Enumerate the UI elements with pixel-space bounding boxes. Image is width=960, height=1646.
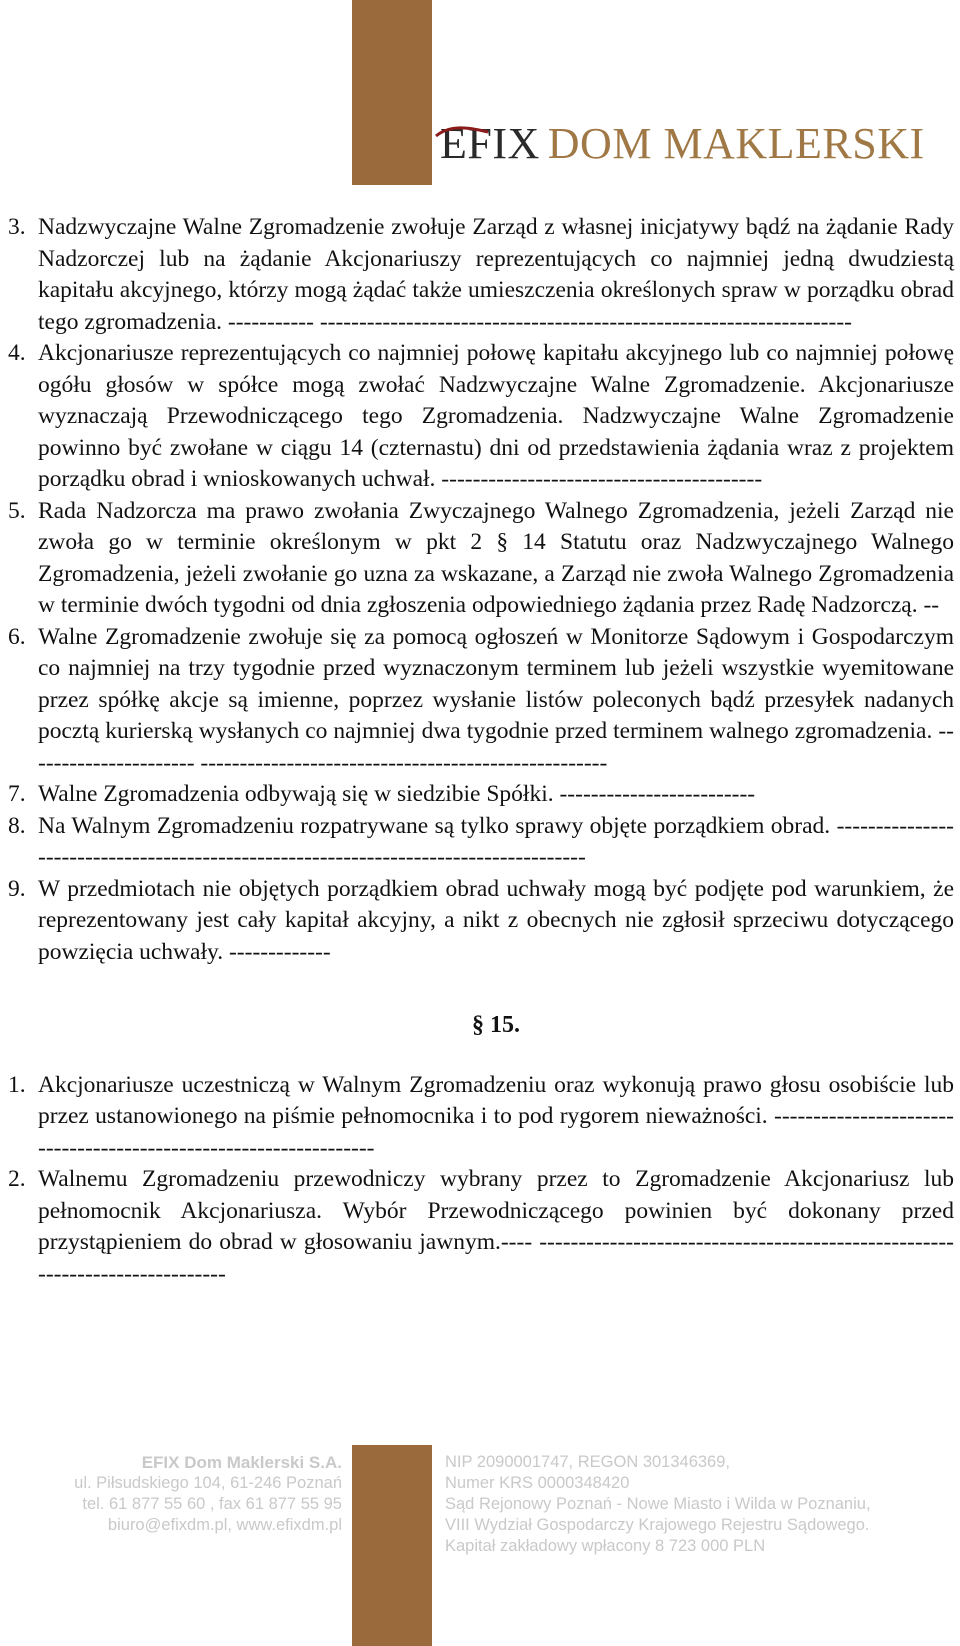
item-text: Na Walnym Zgromadzeniu rozpatrywane są tylko sprawy objęte porządkiem obrad. -------------------------------------------------------------------------------------: [38, 812, 954, 870]
list-item: [8, 1070, 954, 1165]
item-number: 4.: [8, 340, 26, 366]
list-item: [8, 212, 954, 338]
list-item: [8, 874, 954, 969]
item-number: 9.: [8, 875, 26, 902]
logo-efix-text: EFIX: [440, 119, 540, 168]
list-item: [8, 496, 954, 622]
list-item: [8, 1164, 954, 1290]
document-body: [8, 212, 954, 1290]
company-logo: [440, 118, 925, 182]
logo-dom-maklerski: DOM MAKLERSKI: [547, 119, 925, 168]
item-text: Rada Nadzorcza ma prawo zwołania Zwyczajnego Walnego Zgromadzenia, jeżeli Zarząd nie zwoła go w terminie określonym w pkt 2 § 14 Statutu oraz Nadzwyczajnego Walnego Zgromadzenia, jeżeli zwołanie go uzna za wskazane, a Zarząd nie zwoła Walnego Zgromadzenia w terminie dwóch tygodni od dnia zgłoszenia odpowiedniego żądania przez Radę Nadzorczą. --: [38, 497, 954, 618]
list-item: [8, 338, 954, 496]
footer-registry-info: [445, 1452, 871, 1557]
item-number: 3.: [8, 214, 26, 240]
list-section-14: [8, 212, 954, 968]
item-text: Walne Zgromadzenia odbywają się w siedzibie Spółki. -------------------------: [38, 781, 756, 807]
footer-department: VIII Wydział Gospodarczy Krajowego Rejestru Sądowego.: [445, 1516, 870, 1534]
footer-company-name: EFIX Dom Maklerski S.A.: [141, 1453, 342, 1472]
logo-swash-icon: [434, 124, 490, 140]
item-number: 8.: [8, 812, 26, 839]
list-item: [8, 811, 954, 874]
item-text: Akcjonariusze reprezentujących co najmniej połowę kapitału akcyjnego lub co najmniej połowę ogółu głosów w spółce mogą zwołać Nadzwyczajne Walne Zgromadzenie. Akcjonariusze wyznaczają Przewodniczącego tego Zgromadzenia. Nadzwyczajne Walne Zgromadzenie powinno być zwołane w ciągu 14 (czternastu) dni od przedstawienia żądania wraz z projektem porządku obrad i wnioskowanych uchwał. -----------------------------------------: [38, 340, 954, 492]
footer-company-info: [74, 1452, 342, 1536]
footer-nip: NIP 2090001747, REGON 301346369,: [445, 1453, 730, 1471]
item-text: Nadzwyczajne Walne Zgromadzenie zwołuje Zarząd z własnej inicjatywy bądź na żądanie Rady Nadzorczej lub na żądanie Akcjonariuszy reprezentujących co najmniej jedną dwudziestą kapitału akcyjnego, którzy mogą żądać także umieszczenia określonych spraw w porządku obrad tego zgromadzenia. ----------- --------------------------------------------------------------------: [38, 214, 954, 335]
list-item: [8, 779, 954, 811]
item-text: Walnemu Zgromadzeniu przewodniczy wybrany przez to Zgromadzenie Akcjonariusz lub pełnomocnik Akcjonariusza. Wybór Przewodniczącego powinien być dokonany przed przystąpieniem do obrad w głosowaniu jawnym.---- -----------------------------------------------------------------------------: [38, 1166, 954, 1287]
footer-phone: tel. 61 877 55 60 , fax 61 877 55 95: [82, 1495, 342, 1513]
item-number: 6.: [8, 623, 26, 650]
item-text: Akcjonariusze uczestniczą w Walnym Zgromadzeniu oraz wykonują prawo głosu osobiście lub przez ustanowionego na piśmie pełnomocnika i to pod rygorem nieważności. ------------------------------------------------------------------: [38, 1071, 954, 1161]
brand-bar-bottom: [352, 1445, 432, 1646]
list-item: [8, 622, 954, 780]
item-text: W przedmiotach nie objętych porządkiem obrad uchwały mogą być podjęte pod warunkiem, że reprezentowany jest cały kapitał akcyjny, a nikt z obecnych nie zgłosił sprzeciwu dotyczącego powzięcia uchwały. -------------: [38, 875, 954, 965]
footer-court: Sąd Rejonowy Poznań - Nowe Miasto i Wilda w Poznaniu,: [445, 1495, 871, 1513]
item-text: Walne Zgromadzenie zwołuje się za pomocą ogłoszeń w Monitorze Sądowym i Gospodarczym co najmniej na trzy tygodnie przed wyznaczonym terminem lub jeżeli wszystkie wyemitowane przez spółkę akcje są imienne, poprzez wysłanie listów poleconych bądź przesyłek nadanych pocztą kurierską wysłanych co najmniej dwa tygodnie przed terminem walnego zgromadzenia. ---------------------- ----------------------------------------------------: [38, 623, 954, 776]
logo-efix: [440, 118, 540, 169]
item-number: 1.: [8, 1071, 26, 1098]
item-number: 5.: [8, 497, 26, 524]
brand-bar-top: [352, 0, 432, 185]
footer-capital: Kapitał zakładowy wpłacony 8 723 000 PLN: [445, 1537, 766, 1555]
footer-krs: Numer KRS 0000348420: [445, 1474, 630, 1492]
footer-address: ul. Piłsudskiego 104, 61-246 Poznań: [74, 1474, 342, 1492]
list-section-15: [8, 1070, 954, 1291]
footer-contact: biuro@efixdm.pl, www.efixdm.pl: [107, 1516, 342, 1534]
item-number: 2.: [8, 1166, 26, 1192]
item-number: 7.: [8, 781, 26, 807]
section-heading: § 15.: [472, 1012, 520, 1038]
